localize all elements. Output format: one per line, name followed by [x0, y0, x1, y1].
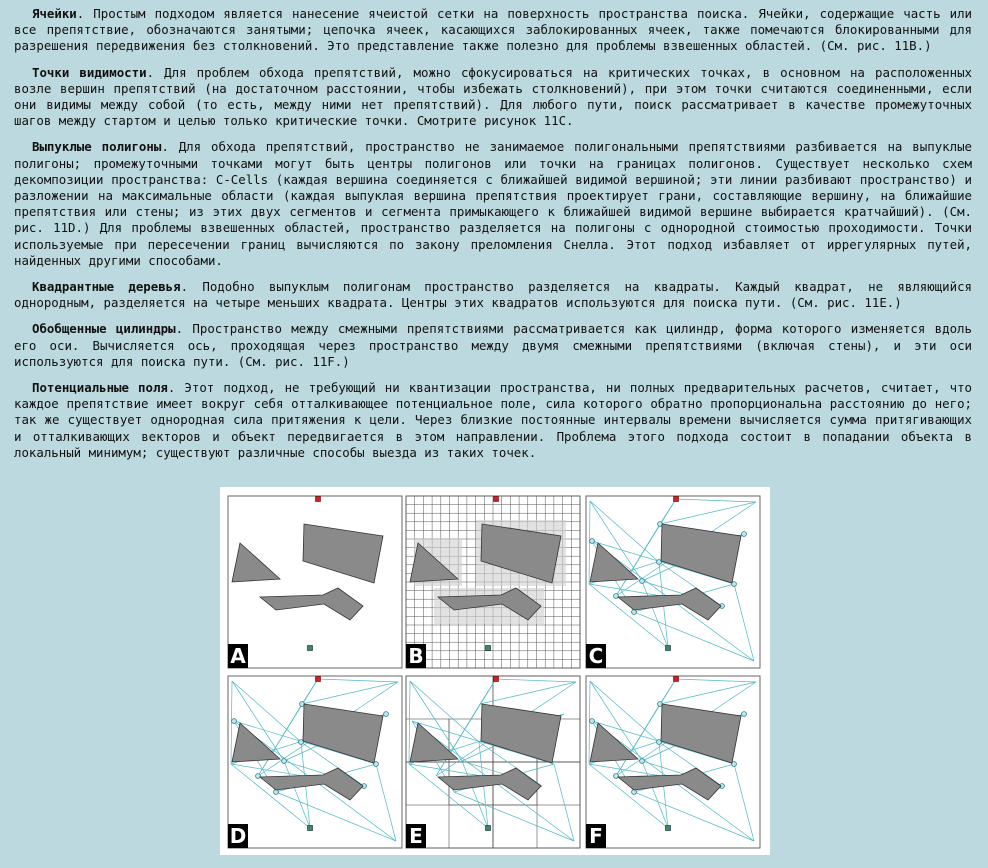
panel-label: B: [408, 644, 424, 668]
paragraph-potential-fields: [14, 380, 972, 461]
heading-convex-polygons: Выпуклые полигоны: [32, 139, 162, 155]
panel-label: C: [588, 644, 604, 668]
waypoint: [590, 539, 595, 544]
figure-panel-d: [228, 676, 402, 848]
start-marker: [308, 646, 313, 651]
waypoint: [384, 712, 389, 717]
body-convex-polygons: . Для обхода препятствий, пространство не занимаемое полигональными препятствиями разбивается на выпуклые полигоны; промежуточными точками могут быть центры полигонов или точки на границах полигонов. Существует несколько схем декомпозиции пространства: C-Cells (каждая вершина соединяется с ближайшей видимой вершиной; эти линии разбивают пространство) и разложении на максимальные области (каждая выпуклая вершина препятствия проектирует грани, составляющие вершину, на ближайшие препятствия или стены; из этих двух сегментов и сегмента примыкающего к ближайшей видимой вершине выбирается кратчайший). (См. рис. 11D.) Для проблемы взвешенных областей, пространство разделяется на полигоны с однородной стоимостью проходимости. Точки используемые при пересечении границ вычисляются по закону преломления Снелла. Этот подход избавляет от иррегулярных путей, найденных другими способами.: [14, 139, 972, 268]
waypoint: [640, 579, 645, 584]
paragraph-cells: [14, 6, 972, 55]
paragraph-quadtrees: [14, 279, 972, 311]
figure-panel-b: [406, 496, 580, 668]
start-marker: [308, 826, 313, 831]
article-text: [14, 6, 972, 471]
panel-label: D: [229, 824, 247, 848]
figure-panel-c: [586, 496, 760, 668]
waypoint: [232, 719, 237, 724]
waypoint: [590, 719, 595, 724]
figure-panel-a: [228, 496, 402, 668]
goal-marker: [316, 677, 321, 682]
paragraph-convex-polygons: [14, 139, 972, 269]
panel-frame: [228, 496, 402, 668]
heading-cells: Ячейки: [32, 6, 77, 21]
panel-label: A: [230, 644, 246, 668]
paragraph-visibility-points: [14, 65, 972, 130]
waypoint: [614, 774, 619, 779]
goal-marker: [316, 497, 321, 502]
figure-panel-e: [406, 676, 580, 848]
heading-generalized-cylinders: Обобщенные цилиндры: [32, 321, 176, 337]
heading-visibility-points: Точки видимости: [32, 64, 147, 80]
goal-marker: [674, 677, 679, 682]
body-potential-fields: . Этот подход, не требующий ни квантизации пространства, ни полных предварительных расчетов, считает, что каждое препятствие имеет вокруг себя отталкивающее потенциальное поле, сила которого обратно пропорциональна расстоянию до него; так же существует однородная сила притяжения к цели. Через близкие постоянные интервалы времени вычисляется сумма притягивающих и отталкивающих векторов и объект передвигается в этом направлении. Проблема этого подхода состоит в попадании объекта в локальный минимум; существуют различные способы выезда из таких точек.: [14, 380, 973, 460]
pathfinding-figure: [220, 487, 770, 855]
body-generalized-cylinders: . Пространство между смежными препятствиями рассматривается как цилиндр, форма которого изменяется вдоль его оси. Вычисляется ось, проходящая через пространство между двумя смежными препятствиями (включая стены), и эти оси используются для поиска пути. (См. рис. 11F.): [14, 321, 972, 369]
start-marker: [486, 646, 491, 651]
figure-panels: [220, 487, 770, 855]
waypoint: [742, 532, 747, 537]
waypoint: [742, 712, 747, 717]
start-marker: [666, 826, 671, 831]
waypoint: [614, 594, 619, 599]
start-marker: [666, 646, 671, 651]
goal-marker: [494, 497, 499, 502]
waypoint: [282, 759, 287, 764]
heading-quadtrees: Квадрантные деревья: [32, 279, 181, 295]
goal-marker: [674, 497, 679, 502]
paragraph-generalized-cylinders: [14, 321, 972, 370]
goal-marker: [494, 677, 499, 682]
figure-panel-f: [586, 676, 760, 848]
panel-label: E: [409, 824, 423, 848]
panel-label: F: [589, 824, 603, 848]
start-marker: [486, 826, 491, 831]
waypoint: [256, 774, 261, 779]
heading-potential-fields: Потенциальные поля: [32, 380, 168, 396]
body-cells: . Простым подходом является нанесение ячеистой сетки на поверхность пространства поиска. Ячейки, содержащие часть или все препятствие, обозначаются занятыми; цепочка ячеек, касающихся заблокированных ячеек, также помечаются блокированными для разрешения передвижения без столкновений. Это представление также полезно для проблемы взвешенных областей. (См. рис. 11B.): [14, 6, 972, 54]
body-visibility-points: . Для проблем обхода препятствий, можно сфокусироваться на критических точках, в основном на расположенных возле вершин препятствий (на достаточном расстоянии, чтобы избежать столкновений), при этом точки считаются соединенными, если они видимы между собой (то есть, между ними нет препятствий). Для любого пути, поиск рассматривает в качестве промежуточных шагов между стартом и целью только критические точки. Смотрите рисунок 11C.: [14, 64, 972, 129]
body-quadtrees: . Подобно выпуклым полигонам пространство разделяется на квадраты. Каждый квадрат, не являющийся однородным, разделяется на четыре меньших квадрата. Центры этих квадратов используются для поиска пути. (См. рис. 11E.): [14, 279, 973, 311]
waypoint: [640, 759, 645, 764]
